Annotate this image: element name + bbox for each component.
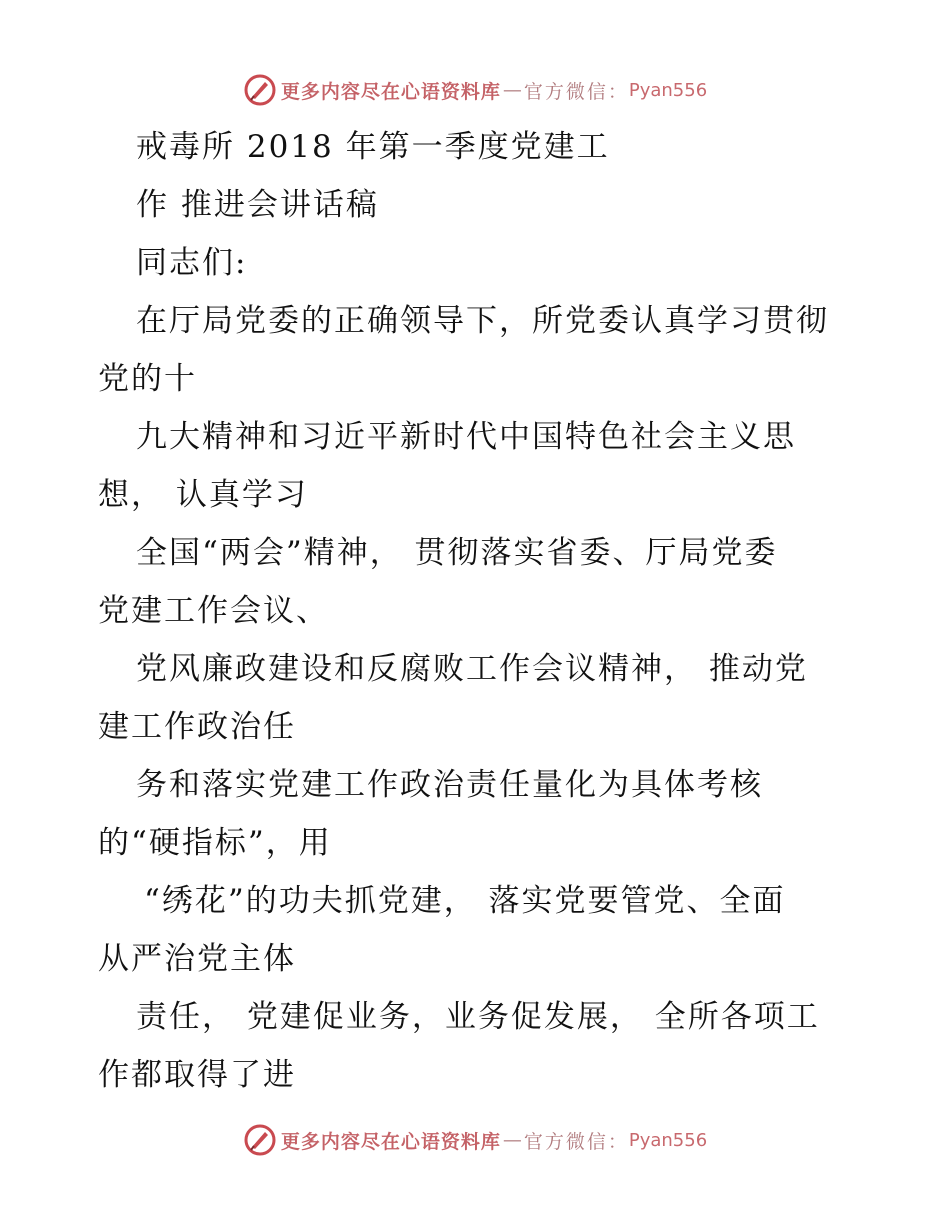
header-watermark (0, 70, 950, 110)
body-line: 的“硬指标”，用 (98, 825, 332, 861)
document-title-line-1: 戒毒所 2018 年第一季度党建工 (136, 129, 610, 165)
watermark-dash: — (502, 79, 522, 101)
document-title-line-2: 作 推进会讲话稿 (136, 187, 379, 223)
body-line: 在厅局党委的正确领导下，所党委认真学习贯彻 (136, 303, 829, 339)
body-line: 责任， 党建促业务，业务促发展， 全所各项工 (136, 999, 820, 1035)
quill-logo-icon (243, 1123, 277, 1157)
body-line: 党的十 (98, 361, 197, 397)
body-line: 想， 认真学习 (98, 477, 308, 513)
body-line: 作都取得了进 (98, 1057, 296, 1093)
body-line: 党建工作会议、 (98, 593, 329, 629)
body-line: “绣花”的功夫抓党建， 落实党要管党、全面 (144, 883, 786, 919)
body-line: 务和落实党建工作政治责任量化为具体考核 (136, 767, 763, 803)
document-body (98, 118, 858, 1104)
quill-logo-icon (243, 73, 277, 107)
watermark-wechat-id: Pyan556 (628, 79, 708, 101)
watermark-site-text: 更多内容尽在心语资料库 (280, 80, 501, 103)
watermark-site-text: 更多内容尽在心语资料库 (280, 1130, 501, 1153)
body-line: 建工作政治任 (98, 709, 296, 745)
body-line: 全国“两会”精神， 贯彻落实省委、厅局党委 (136, 535, 778, 571)
body-line: 党风廉政建设和反腐败工作会议精神， 推动党 (136, 651, 808, 687)
footer-watermark (0, 1120, 950, 1160)
watermark-wechat-label: 官方微信： (523, 80, 629, 103)
salutation: 同志们: (136, 245, 248, 281)
watermark-dash: — (502, 1129, 522, 1151)
body-line: 九大精神和习近平新时代中国特色社会主义思 (136, 419, 796, 455)
watermark-wechat-id: Pyan556 (628, 1129, 708, 1151)
watermark-wechat-label: 官方微信： (523, 1130, 629, 1153)
body-line: 从严治党主体 (98, 941, 296, 977)
